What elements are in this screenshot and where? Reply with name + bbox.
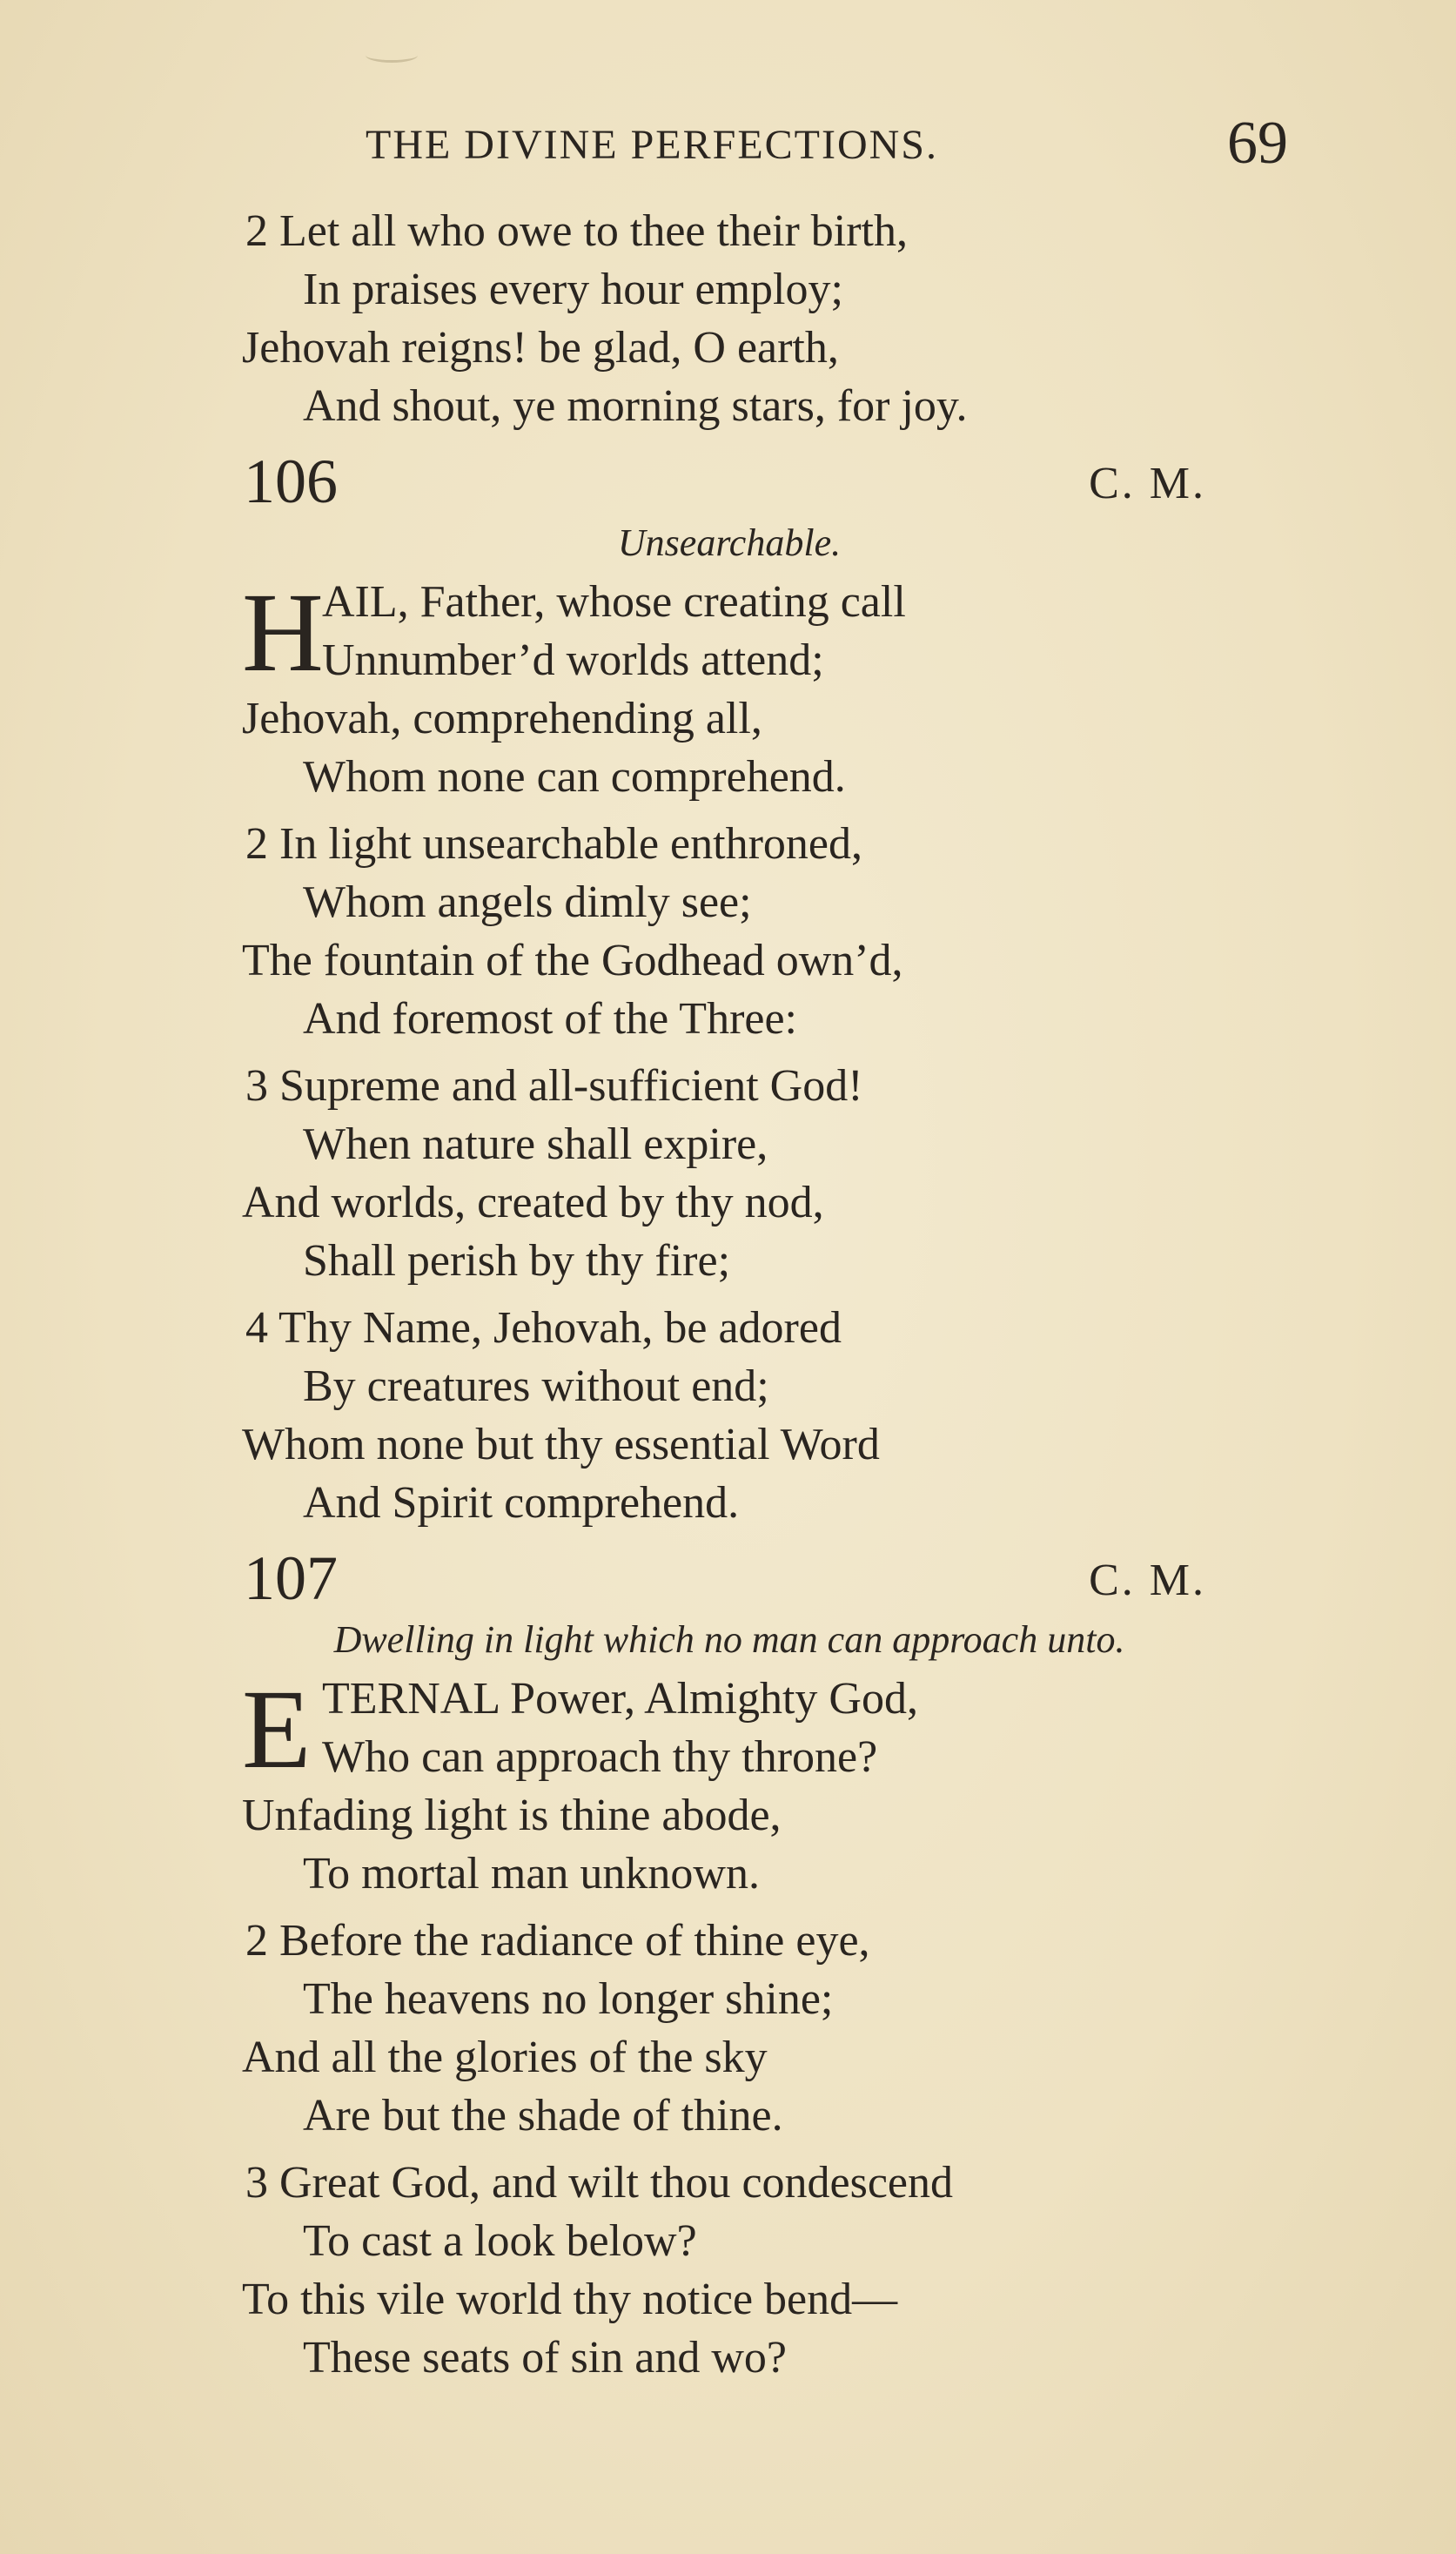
hymn-106-stanza-2 [242,815,1217,1048]
verse-line: Whom angels dimly see; [303,877,752,927]
verse-line: 2 Before the radiance of thine eye, [245,1916,870,1966]
verse-line: The heavens no longer shine; [303,1974,834,2024]
verse-line: To cast a look below? [303,2216,697,2266]
verse-line: These seats of sin and wo? [303,2333,787,2383]
verse-line: When nature shall expire, [303,1119,768,1169]
verse-line: In praises every hour employ; [303,265,843,314]
verse-line: By creatures without end; [303,1361,769,1411]
verse-line: Shall perish by thy fire; [303,1236,731,1286]
running-head: THE DIVINE PERFECTIONS. [366,122,938,168]
hymn-number: 106 [244,447,338,516]
verse-line: 4 Thy Name, Jehovah, be adored [245,1303,842,1353]
first-verse-block [242,1667,1217,1792]
page-header [0,109,1456,187]
verse-line: To this vile world thy notice bend— [242,2275,898,2324]
hymn-subtitle: Unsearchable. [617,521,842,564]
verse-line: 3 Great God, and wilt thou condescend [245,2158,954,2208]
verse-line: 3 Supreme and all-sufficient God! [245,1061,863,1111]
hymn-107-stanza-2 [242,1912,1217,2145]
hymn-107-heading [242,1541,1217,1616]
verse-line: AIL, Father, whose creating call [322,577,906,627]
text-block [242,202,1217,2396]
verse-line: Jehovah reigns! be glad, O earth, [242,323,839,373]
verse-line: Whom none but thy essential Word [242,1420,880,1469]
verse-line: Who can approach thy throne? [322,1732,878,1782]
hymn-107-stanza-3 [242,2154,1217,2387]
verse-line: And all the glories of the sky [242,2033,768,2082]
first-verse-block [242,570,1217,696]
hymn-106-stanza-4 [242,1299,1217,1532]
ornament-mark [366,48,418,63]
verse-line: And foremost of the Three: [303,994,797,1044]
verse-line: Unfading light is thine abode, [242,1791,782,1840]
hymn-106-stanza-1 [242,570,1217,806]
drop-cap: H [242,570,324,696]
verse-line: And shout, ye morning stars, for joy. [303,381,968,431]
verse-line: The fountain of the Godhead own’d, [242,936,903,985]
hymn-107-stanza-1 [242,1667,1217,1903]
carryover-stanza [242,202,1217,435]
hymn-meter: C. M. [1089,459,1206,508]
hymn-106-heading [242,444,1217,519]
drop-cap: E [242,1667,312,1792]
verse-line: To mortal man unknown. [303,1849,760,1899]
page-number: 69 [1227,110,1288,177]
hymn-meter: C. M. [1089,1556,1206,1605]
verse-line: 2 In light unsearchable enthroned, [245,819,862,869]
verse-line: Are but the shade of thine. [303,2091,783,2141]
hymn-number: 107 [244,1543,338,1613]
verse-line: And Spirit comprehend. [303,1478,740,1528]
verse-line: And worlds, created by thy nod, [242,1178,824,1227]
hymn-subtitle: Dwelling in light which no man can approach unto. [333,1618,1125,1661]
verse-line: Jehovah, comprehending all, [242,694,762,743]
verse-line: Whom none can comprehend. [303,752,846,802]
verse-line: 2 Let all who owe to thee their birth, [245,206,909,256]
verse-line: TERNAL Power, Almighty God, [322,1674,918,1724]
verse-line: Unnumber’d worlds attend; [322,635,824,685]
hymn-106-stanza-3 [242,1057,1217,1290]
